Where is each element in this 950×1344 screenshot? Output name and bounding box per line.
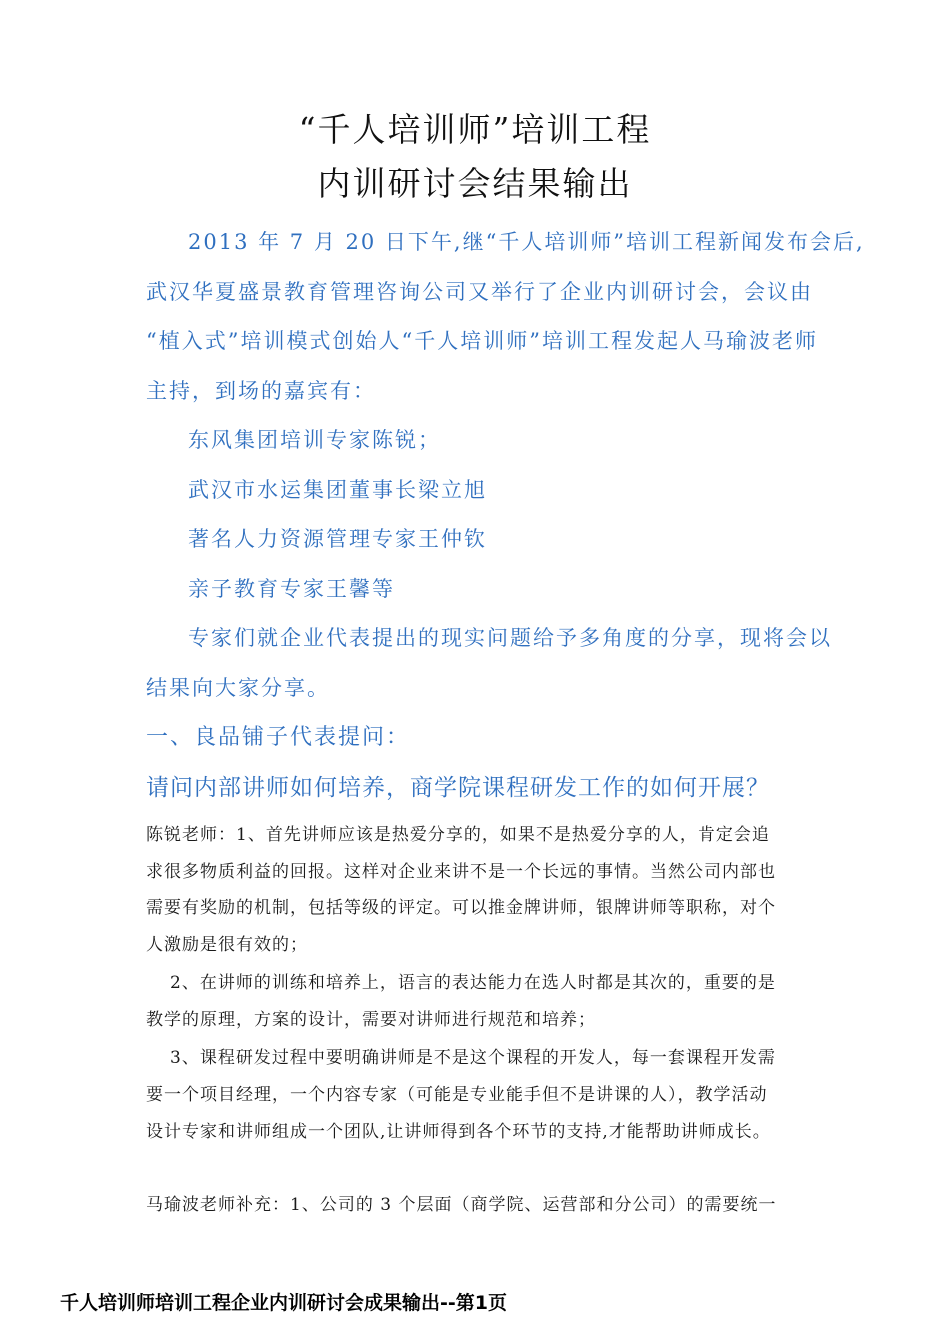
title-line-2: 内训研讨会结果输出	[317, 164, 633, 203]
answer-line: 求很多物质利益的回报。这样对企业来讲不是一个长远的事情。当然公司内部也	[146, 862, 776, 882]
answer-line: 人激励是很有效的；	[146, 935, 308, 955]
section-heading: 一、良品铺子代表提问：	[146, 725, 411, 750]
answer-line: 教学的原理，方案的设计，需要对讲师进行规范和培养；	[146, 1010, 596, 1030]
summary-line-1: 专家们就企业代表提出的现实问题给予多角度的分享，现将会以	[188, 626, 832, 650]
summary-line-2: 结果向大家分享。	[146, 676, 330, 700]
guest-item: 武汉市水运集团董事长梁立旭	[188, 478, 487, 502]
title-line-1: “千人培训师”培训工程	[298, 110, 652, 149]
guest-item: 著名人力资源管理专家王仲钦	[188, 527, 487, 551]
answer-line: 2、在讲师的训练和培养上，语言的表达能力在选人时都是其次的，重要的是	[170, 973, 776, 993]
guest-item: 东风集团培训专家陈锐；	[188, 428, 441, 452]
answer-line: 需要有奖励的机制，包括等级的评定。可以推金牌讲师，银牌讲师等职称，对个	[146, 898, 776, 918]
intro-line-4: 主持，到场的嘉宾有：	[146, 379, 376, 403]
supplement-line: 马瑜波老师补充：1、公司的 3 个层面（商学院、运营部和分公司）的需要统一	[146, 1195, 777, 1215]
answer-line: 3、课程研发过程中要明确讲师是不是这个课程的开发人，每一套课程开发需	[170, 1048, 776, 1068]
answer-line: 设计专家和讲师组成一个团队,让讲师得到各个环节的支持,才能帮助讲师成长。	[146, 1122, 771, 1142]
answer-line: 陈锐老师：1、首先讲师应该是热爱分享的，如果不是热爱分享的人，肯定会追	[146, 825, 770, 845]
answer-line: 要一个项目经理，一个内容专家（可能是专业能手但不是讲课的人），教学活动	[146, 1085, 768, 1105]
guest-item: 亲子教育专家王馨等	[188, 577, 395, 601]
intro-line-3: “植入式”培训模式创始人“千人培训师”培训工程发起人马瑜波老师	[146, 329, 818, 353]
intro-line-2: 武汉华夏盛景教育管理咨询公司又举行了企业内训研讨会，会议由	[146, 280, 813, 304]
section-question: 请问内部讲师如何培养，商学院课程研发工作的如何开展？	[146, 775, 770, 801]
page-footer: 千人培训师培训工程企业内训研讨会成果输出--第1页	[60, 1292, 507, 1314]
intro-line-1: 2013 年 7 月 20 日下午,继“千人培训师”培训工程新闻发布会后,	[188, 230, 865, 254]
